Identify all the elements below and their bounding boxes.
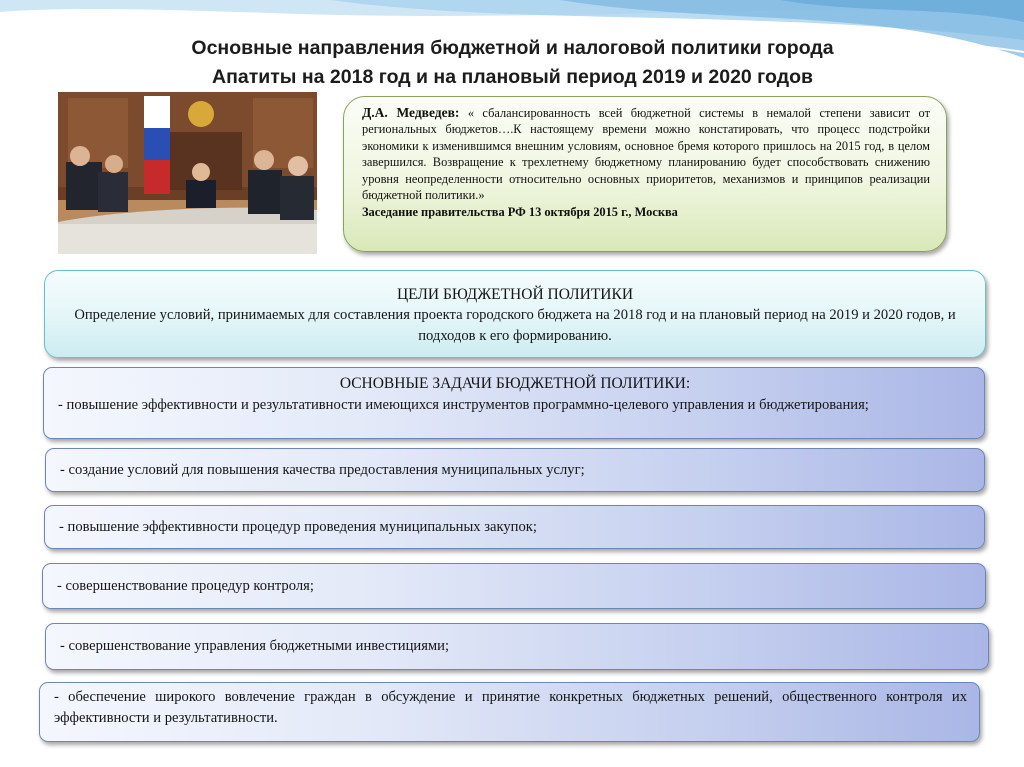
budget-goals-box [44, 270, 986, 358]
medvedev-quote-box [343, 96, 947, 252]
quote-text: « сбалансированность всей бюджетной системы в немалой степени зависит от региональных бюджетов….К настоящему времени можно констатировать, что процесс подстройки экономики к изменившимся внешним условиям, основное бремя которого пришлось на 2015 год, в целом завершился. Возвращение к трехлетнему бюджетному планированию будет способствовать снижению уровня неопределенности относительно основных приоритетов, механизмов и принципов реализации бюджетной политики.» [362, 106, 930, 203]
task-item-box-5 [45, 623, 989, 670]
quote-venue: Заседание правительства РФ 13 октября 2015 г., Москва [362, 205, 678, 220]
task-item-1: - повышение эффективности и результативности имеющихся инструментов программно-целевого управления и бюджетирования; [58, 397, 869, 413]
page-title [120, 34, 905, 92]
task-item-box-3 [44, 505, 985, 549]
title-line-2: Апатиты на 2018 год и на плановый период 2019 и 2020 годов [212, 66, 813, 88]
goals-text: Определение условий, принимаемых для составления проекта городского бюджета на 2018 год и на плановый период на 2019 и 2020 годов, и подходов к его формированию. [74, 307, 956, 344]
task-item-4: - совершенствование процедур контроля; [57, 577, 314, 594]
task-item-box-4 [42, 563, 986, 609]
task-item-2: - создание условий для повышения качества предоставления муниципальных услуг; [60, 461, 585, 478]
meeting-photo-illustration [58, 92, 317, 254]
task-item-3: - повышение эффективности процедур проведения муниципальных закупок; [59, 518, 537, 535]
title-line-1: Основные направления бюджетной и налоговой политики города [191, 37, 834, 59]
task-item-box-2 [45, 448, 985, 492]
meeting-photo [58, 92, 317, 254]
task-item-5: - совершенствование управления бюджетными инвестициями; [60, 638, 449, 654]
quote-author: Д.А. Медведев: [362, 105, 460, 120]
tasks-heading: ОСНОВНЫЕ ЗАДАЧИ БЮДЖЕТНОЙ ПОЛИТИКИ: [339, 375, 691, 392]
goals-heading: ЦЕЛИ БЮДЖЕТНОЙ ПОЛИТИКИ [396, 286, 634, 303]
task-item-box-6 [39, 682, 980, 742]
budget-tasks-box [43, 367, 985, 439]
task-item-6: - обеспечение широкого вовлечение граждан в обсуждение и принятие конкретных бюджетных решений, общественного контроля их эффективности и результативности. [54, 689, 967, 726]
quote-paragraph [362, 105, 930, 203]
